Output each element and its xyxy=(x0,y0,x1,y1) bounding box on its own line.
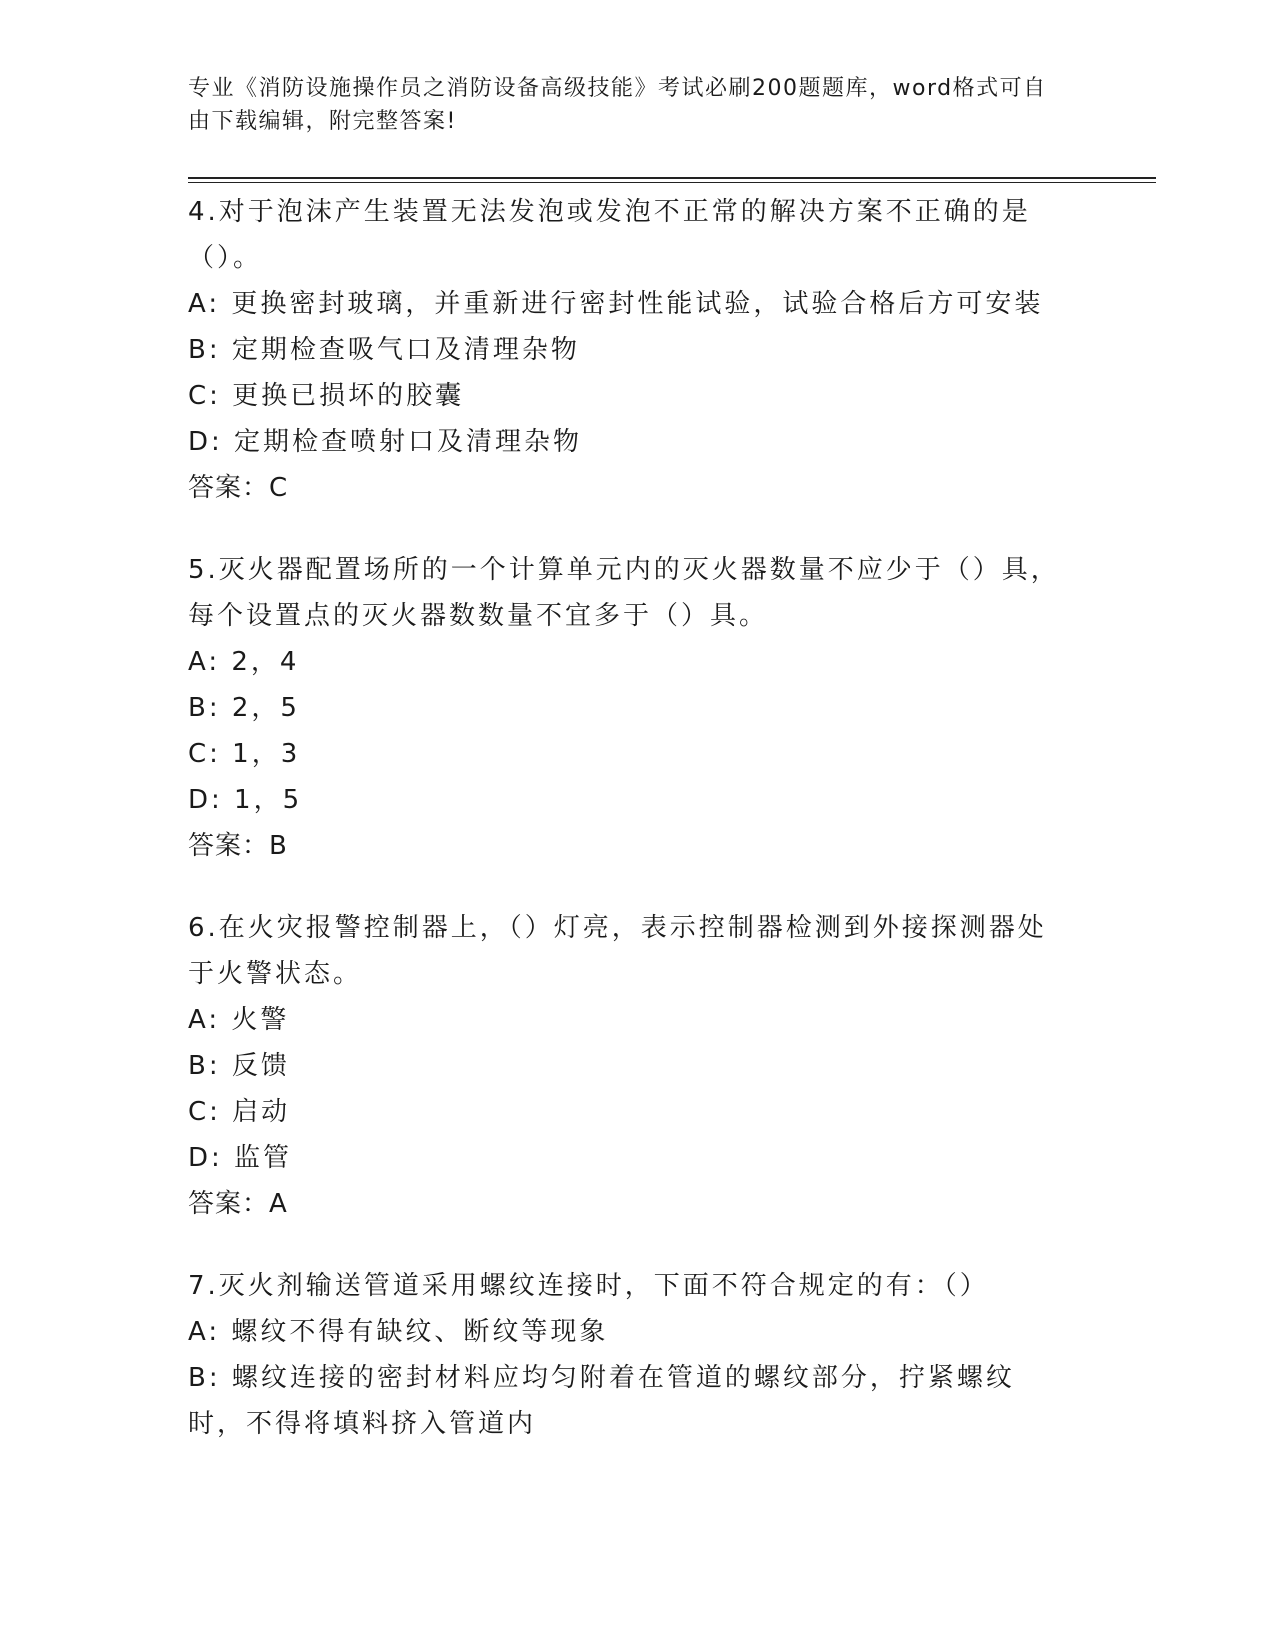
option-b: B: 反馈 xyxy=(188,1051,290,1081)
option-d: D: 定期检查喷射口及清理杂物 xyxy=(188,427,583,457)
answer-line: 答案：A xyxy=(188,1189,288,1219)
option-a: A: 火警 xyxy=(188,1005,290,1035)
question-5 xyxy=(188,547,1068,869)
option-b: B: 2，5 xyxy=(188,693,300,723)
option-a: A: 螺纹不得有缺纹、断纹等现象 xyxy=(188,1317,609,1347)
question-list xyxy=(188,189,1068,1483)
option-a: A: 2，4 xyxy=(188,647,300,677)
header-divider-thin xyxy=(188,182,1156,183)
question-7 xyxy=(188,1263,1068,1447)
question-stem: 7.灭火剂输送管道采用螺纹连接时，下面不符合规定的有：（） xyxy=(188,1271,989,1301)
question-6 xyxy=(188,905,1068,1227)
question-4 xyxy=(188,189,1068,511)
answer-line: 答案：C xyxy=(188,473,289,503)
option-b: B: 螺纹连接的密封材料应均匀附着在管道的螺纹部分，拧紧螺纹时，不得将填料挤入管道内 xyxy=(188,1363,1015,1439)
question-stem: 4.对于泡沫产生装置无法发泡或发泡不正常的解决方案不正确的是（）。 xyxy=(188,197,1031,273)
option-a: A: 更换密封玻璃，并重新进行密封性能试验，试验合格后方可安装 xyxy=(188,289,1044,319)
question-stem: 5.灭火器配置场所的一个计算单元内的灭火器数量不应少于（）具，每个设置点的灭火器数数量不宜多于（）具。 xyxy=(188,555,1060,631)
option-c: C: 启动 xyxy=(188,1097,291,1127)
option-b: B: 定期检查吸气口及清理杂物 xyxy=(188,335,580,365)
option-d: D: 监管 xyxy=(188,1143,293,1173)
answer-line: 答案：B xyxy=(188,831,288,861)
header-divider-thick xyxy=(188,177,1156,179)
option-c: C: 1，3 xyxy=(188,739,301,769)
option-c: C: 更换已损坏的胶囊 xyxy=(188,381,465,411)
question-stem: 6.在火灾报警控制器上，（）灯亮，表示控制器检测到外接探测器处于火警状态。 xyxy=(188,913,1047,989)
document-header: 专业《消防设施操作员之消防设备高级技能》考试必刷200题题库，word格式可自由下载编辑，附完整答案! xyxy=(188,76,1047,134)
option-d: D: 1，5 xyxy=(188,785,303,815)
